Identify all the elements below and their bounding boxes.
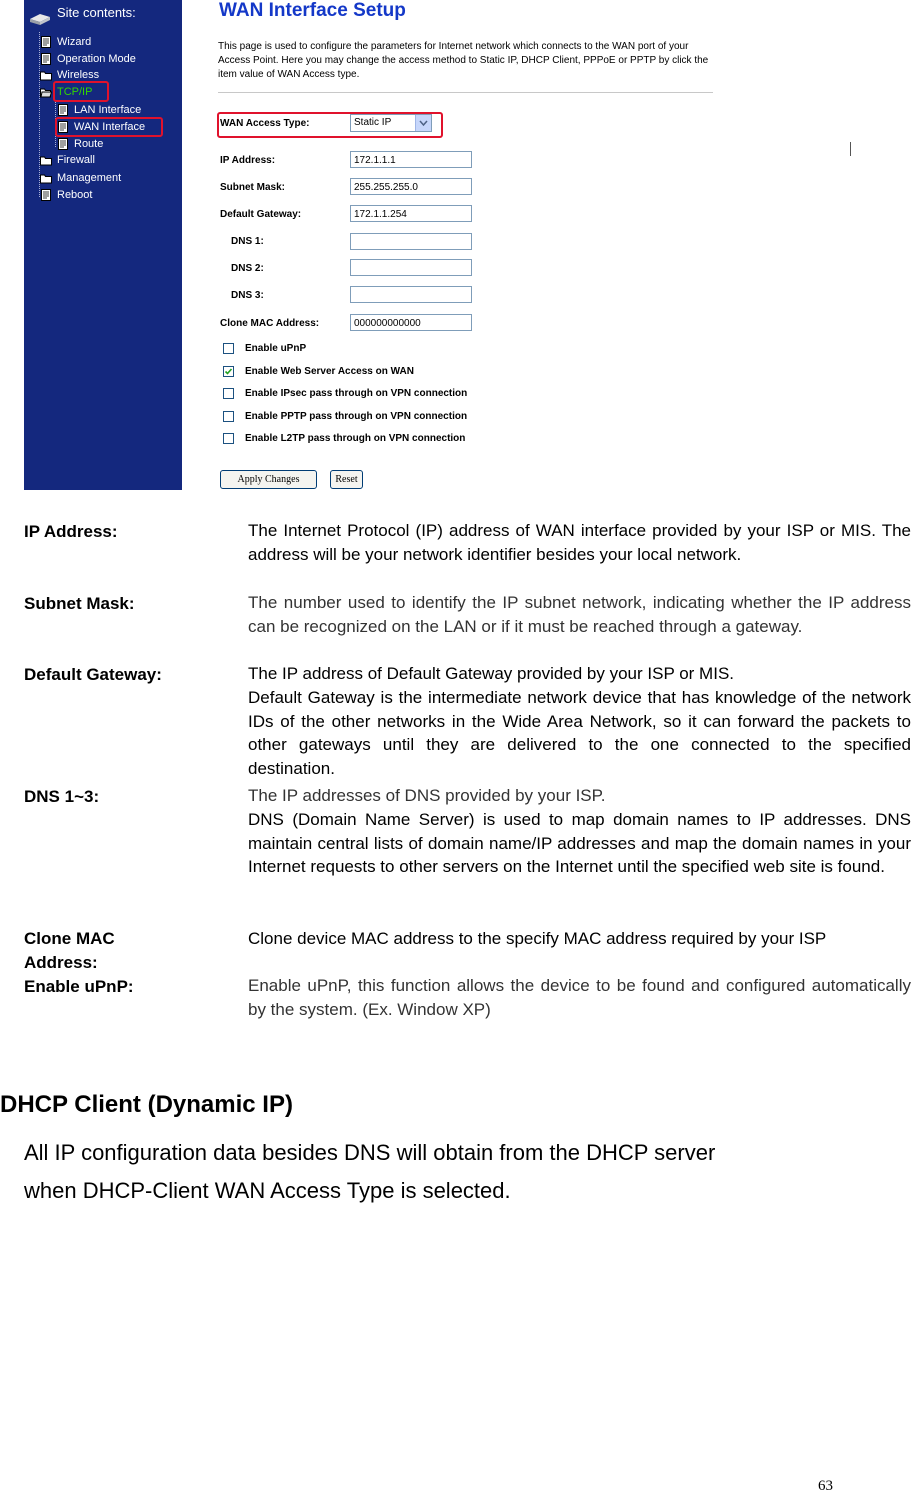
router-logo-icon (28, 10, 52, 26)
default-gateway-input[interactable]: 172.1.1.254 (350, 205, 472, 222)
clone-mac-input[interactable]: 000000000000 (350, 314, 472, 331)
site-contents-sidebar: Site contents: Wizard Operation Mode Wireless TCP/IP LAN Interface WAN Interface Route Firewall Management Reboot (24, 0, 182, 490)
desc-clone-mac: Clone device MAC address to the specify MAC address required by your ISP (248, 929, 827, 948)
page-icon (57, 138, 69, 150)
ip-address-input[interactable]: 172.1.1.1 (350, 151, 472, 168)
web-access-checkbox-label: Enable Web Server Access on WAN (245, 366, 414, 377)
section-line-2: when DHCP-Client WAN Access Type is selected. (24, 1178, 511, 1203)
term-clone-mac-1: Clone MAC (24, 929, 115, 948)
ip-address-label: IP Address: (220, 155, 276, 166)
sidebar-title: Site contents: (57, 5, 136, 20)
wan-setup-panel (182, 0, 851, 490)
web-access-checkbox[interactable] (223, 366, 234, 377)
desc-subnet-mask: The number used to identify the IP subnet network, indicating whether the IP address can be recognized on the LAN or if it must be reached through a gateway. (248, 593, 911, 636)
folder-icon (40, 154, 52, 166)
desc-default-gateway-1: The IP address of Default Gateway provided by your ISP or MIS. (248, 664, 735, 683)
access-type-select[interactable]: Static IP (350, 114, 432, 132)
desc-dns-1: The IP addresses of DNS provided by your ISP. (248, 786, 606, 805)
ipsec-checkbox[interactable] (223, 388, 234, 399)
term-clone-mac-2: Address: (24, 953, 98, 972)
desc-enable-upnp: Enable uPnP, this function allows the device to be found and configured automatically by the system. (Ex. Window XP) (248, 976, 911, 1019)
checkmark-icon (224, 367, 233, 376)
access-type-label: WAN Access Type: (220, 118, 310, 129)
dns3-label: DNS 3: (231, 290, 264, 301)
folder-open-icon (40, 86, 52, 98)
desc-default-gateway-2: Default Gateway is the intermediate network device that has knowledge of the network IDs of the other networks in the Wide Area Network, so it can forward the packets to other gateways until they are delivered to the one connected to the specified destination. (248, 688, 911, 778)
pptp-checkbox-label: Enable PPTP pass through on VPN connection (245, 411, 468, 422)
page-number: 63 (818, 1478, 833, 1494)
upnp-checkbox-label: Enable uPnP (245, 343, 307, 354)
dns1-input[interactable] (350, 233, 472, 250)
subnet-mask-label: Subnet Mask: (220, 182, 286, 193)
subnet-mask-input[interactable]: 255.255.255.0 (350, 178, 472, 195)
dns1-label: DNS 1: (231, 236, 264, 247)
desc-ip-address: The Internet Protocol (IP) address of WAN interface provided by your ISP or MIS. The address will be your network identifier besides your local network. (248, 521, 911, 564)
tcpip-highlight (53, 81, 109, 102)
page-icon (40, 53, 52, 65)
term-default-gateway: Default Gateway: (24, 665, 162, 684)
ipsec-checkbox-label: Enable IPsec pass through on VPN connection (245, 388, 468, 399)
folder-icon (40, 69, 52, 81)
page-description: This page is used to configure the parameters for Internet network which connects to the WAN port of your Access Point. Here you may change the access method to Static IP, DHCP Client, PPPoE or PPTP by click the item value of WAN Access type. (218, 41, 709, 80)
page-title: WAN Interface Setup (219, 0, 406, 21)
page-icon (57, 104, 69, 116)
l2tp-checkbox-label: Enable L2TP pass through on VPN connection (245, 433, 466, 444)
l2tp-checkbox[interactable] (223, 433, 234, 444)
apply-changes-button[interactable]: Apply Changes (220, 470, 317, 489)
page-icon (40, 36, 52, 48)
section-line-1: All IP configuration data besides DNS will obtain from the DHCP server (24, 1140, 716, 1165)
router-config-screenshot (24, 0, 851, 490)
term-subnet-mask: Subnet Mask: (24, 594, 135, 613)
dns2-input[interactable] (350, 259, 472, 276)
section-heading: DHCP Client (Dynamic IP) (0, 1091, 293, 1118)
pptp-checkbox[interactable] (223, 411, 234, 422)
wan-interface-highlight (55, 117, 163, 137)
chevron-down-icon (415, 115, 431, 131)
term-dns: DNS 1~3: (24, 787, 100, 806)
default-gateway-label: Default Gateway: (220, 209, 302, 220)
term-ip-address: IP Address: (24, 522, 118, 541)
dns2-label: DNS 2: (231, 263, 264, 274)
divider (218, 92, 713, 93)
clone-mac-label: Clone MAC Address: (220, 318, 320, 329)
desc-dns-2: DNS (Domain Name Server) is used to map domain names to IP addresses. DNS maintain central lists of domain name/IP addresses and map the domain names in your Internet requests to other servers on the Internet until the specified web site is found. (248, 810, 911, 876)
reset-button[interactable]: Reset (330, 470, 363, 489)
folder-icon (40, 172, 52, 184)
page-icon (40, 189, 52, 201)
section-paragraph (24, 1134, 884, 1210)
term-enable-upnp: Enable uPnP: (24, 977, 134, 996)
dns3-input[interactable] (350, 286, 472, 303)
upnp-checkbox[interactable] (223, 343, 234, 354)
